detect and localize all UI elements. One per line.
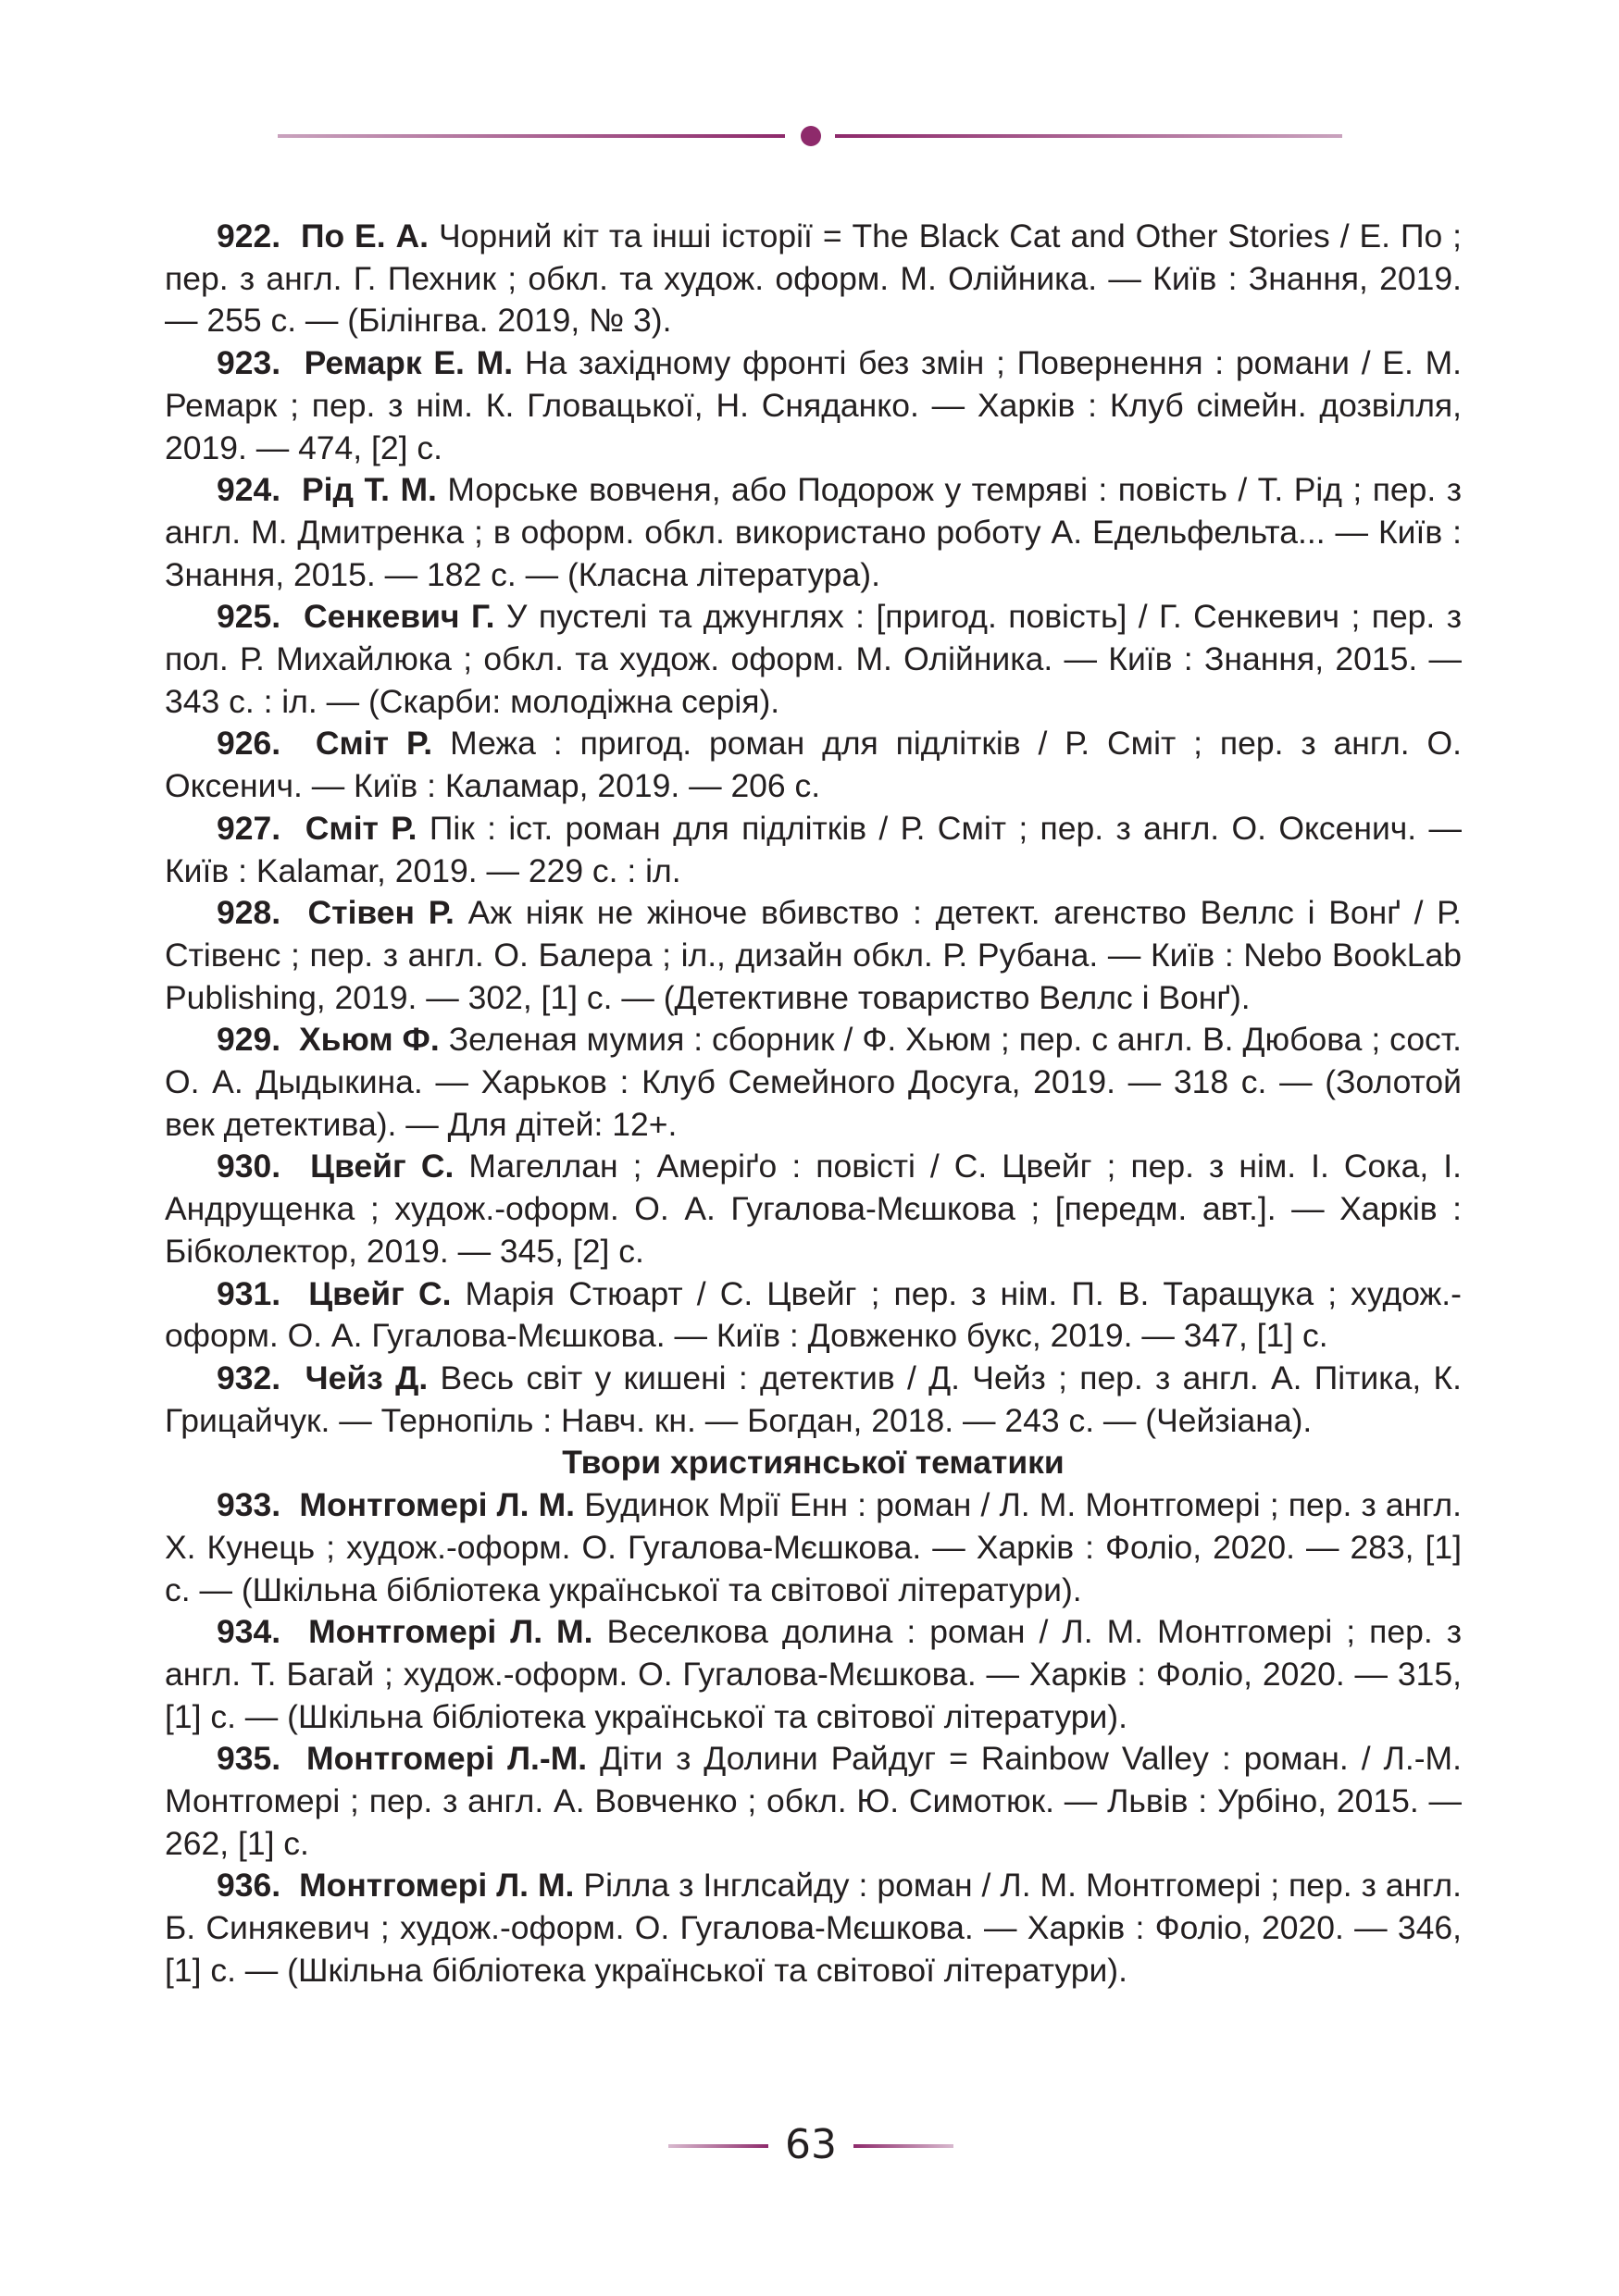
entry-author: Монтгомері Л.-М.	[306, 1740, 588, 1778]
entry-number: 926.	[217, 725, 281, 763]
bibliography-entry	[165, 1273, 1462, 1358]
entry-author: По Е. А.	[300, 217, 430, 254]
entry-description: Весь світ у кишені : детектив / Д. Чейз ; пер. з англ. А. Пітика, К. Грицайчук. — Тернопіль : Навч. кн. — Богдан, 2018. — 243 с. — (Чейзіана).	[165, 1359, 1462, 1439]
bibliography-entry	[165, 723, 1462, 807]
entry-description: Марія Стюарт / С. Цвейг ; пер. з нім. П. В. Таращука ; худож.-оформ. О. А. Гугалова-Мєшкова. — Київ : Довженко букс, 2019. — 347, [1] с.	[165, 1274, 1462, 1355]
page-footer	[0, 2119, 1619, 2175]
entry-description: Рілла з Інглсайду : роман / Л. М. Монтгомері ; пер. з англ. Б. Синякевич ; худож.-оформ. О. Гугалова-Мєшкова. — Харків : Фоліо, 2020. — 346, [1] с. — (Шкільна бібліотека української та світової літератури).	[165, 1867, 1462, 1989]
entry-author: Стівен Р.	[307, 894, 455, 932]
section-heading: Твори християнської тематики	[562, 1444, 1065, 1482]
entry-description: Магеллан ; Амеріґо : повісті / С. Цвейг ; пер. з нім. І. Сока, І. Андрущенка ; худож.-оформ. О. А. Гугалова-Мєшкова ; [передм. авт.]. — Харків : Бібколектор, 2019. — 345, [2] с.	[165, 1148, 1462, 1270]
bibliography-entry	[165, 469, 1462, 596]
entry-number: 935.	[217, 1740, 281, 1778]
entry-number: 929.	[217, 1021, 281, 1059]
entry-author: Монтгомері Л. М.	[299, 1486, 576, 1524]
entry-description: Будинок Мрії Енн : роман / Л. М. Монтгомері ; пер. з англ. Х. Кунець ; худож.-оформ. О. Гугалова-Мєшкова. — Харків : Фоліо, 2020. — 283, [1] с. — (Шкільна бібліотека української та світової літератури).	[165, 1486, 1462, 1608]
entry-number: 933.	[217, 1486, 281, 1524]
entry-author: Чейз Д.	[305, 1359, 429, 1396]
bibliography-entry	[165, 342, 1462, 469]
header-rule-right	[835, 134, 1342, 138]
entry-author: Хьюм Ф.	[299, 1021, 440, 1059]
entry-number: 923.	[217, 344, 281, 382]
entry-number: 934.	[217, 1613, 281, 1651]
entry-author: Сміт Р.	[315, 725, 433, 763]
entry-description: Веселкова долина : роман / Л. М. Монтгомері ; пер. з англ. Т. Багай ; худож.-оформ. О. Гугалова-Мєшкова. — Харків : Фоліо, 2020. — 315, [1] с. — (Шкільна бібліотека української та світової літератури).	[165, 1613, 1462, 1735]
bibliography-entry	[165, 1019, 1462, 1146]
entry-number: 927.	[217, 809, 281, 847]
bibliography-entry	[165, 1146, 1462, 1272]
entry-description: На західному фронті без змін ; Повернення : романи / Е. М. Ремарк ; пер. з нім. К. Гловацької, Н. Сняданко. — Харків : Клуб сімейн. дозвілля, 2019. — 474, [2] с.	[165, 344, 1463, 466]
footer-rule-left	[668, 2144, 768, 2148]
entry-number: 936.	[217, 1867, 281, 1905]
entry-number: 932.	[217, 1359, 281, 1396]
entry-number: 925.	[217, 598, 281, 636]
entry-description: Чорний кіт та інші історії = The Black Cat and Other Stories / Е. По ; пер. з англ. Г. Пехник ; обкл. та худож. оформ. М. Олійника. — Київ : Знання, 2019. — 255 с. — (Білінгва. 2019, № 3).	[165, 217, 1463, 340]
header-ornament	[278, 130, 1342, 143]
bibliography-list	[165, 216, 1462, 1992]
entry-description: У пустелі та джунглях : [пригод. повість] / Г. Сенкевич ; пер. з пол. Р. Михайлюка ; обкл. та худож. оформ. М. Олійника. — Київ : Знання, 2015. — 343 с. : іл. — (Скарби: молодіжна серія).	[165, 598, 1462, 720]
entry-author: Рід Т. М.	[301, 471, 437, 509]
footer-rule-right	[853, 2144, 953, 2148]
page-number: 63	[785, 2121, 837, 2168]
entry-author: Монтгомері Л. М.	[308, 1613, 593, 1651]
entry-author: Цвейг С.	[308, 1274, 452, 1312]
bibliography-entry	[165, 1484, 1462, 1611]
bibliography-entry	[165, 596, 1462, 723]
header-dot	[801, 126, 821, 146]
entry-author: Цвейг С.	[310, 1148, 455, 1185]
bibliography-entry	[165, 1611, 1462, 1738]
entry-number: 924.	[217, 471, 281, 509]
bibliography-entry	[165, 1865, 1462, 1992]
entry-author: Сміт Р.	[305, 809, 417, 847]
bibliography-entry	[165, 1358, 1462, 1442]
bibliography-entry	[165, 216, 1462, 342]
entry-number: 928.	[217, 894, 281, 932]
entry-description: Морське вовченя, або Подорож у темряві : повість / Т. Рід ; пер. з англ. М. Дмитренка ; в оформ. обкл. використано роботу А. Едельфельта... — Київ : Знання, 2015. — 182 с. — (Класна література).	[165, 471, 1462, 593]
entry-number: 931.	[217, 1274, 281, 1312]
entry-description: Діти з Долини Райдуг = Rainbow Valley : роман. / Л.-М. Монтгомері ; пер. з англ. А. Вовченко ; обкл. Ю. Симотюк. — Львів : Урбіно, 2015. — 262, [1] с.	[165, 1740, 1462, 1862]
entry-number: 922.	[217, 217, 281, 254]
entry-author: Сенкевич Г.	[303, 598, 495, 636]
bibliography-entry	[165, 808, 1462, 892]
entry-description: Межа : пригод. роман для підлітків / Р. Сміт ; пер. з англ. О. Оксенич. — Київ : Каламар, 2019. — 206 с.	[165, 725, 1463, 805]
entry-description: Зеленая мумия : сборник / Ф. Хьюм ; пер. с англ. В. Дюбова ; сост. О. А. Дыдыкина. — Харьков : Клуб Семейного Досуга, 2019. — 318 с. — (Золотой век детектива). — Для дітей: 12+.	[165, 1021, 1462, 1143]
entry-description: Аж ніяк не жіноче вбивство : детект. агенство Веллс і Вонґ / Р. Стівенс ; пер. з англ. О. Балера ; іл., дизайн обкл. Р. Рубана. — Київ : Nebo BookLab Publishing, 2019. — 302, [1] с. — (Детективне товариство Веллс і Вонґ).	[165, 894, 1463, 1016]
entry-author: Монтгомері Л. М.	[299, 1867, 575, 1905]
bibliography-entry	[165, 1738, 1462, 1865]
header-rule-left	[278, 134, 785, 138]
entry-number: 930.	[217, 1148, 281, 1185]
entry-description: Пік : іст. роман для підлітків / Р. Сміт ; пер. з англ. О. Оксенич. — Київ : Kalamar, 2019. — 229 с. : іл.	[165, 809, 1463, 889]
entry-author: Ремарк Е. М.	[304, 344, 514, 382]
bibliography-entry	[165, 892, 1462, 1019]
